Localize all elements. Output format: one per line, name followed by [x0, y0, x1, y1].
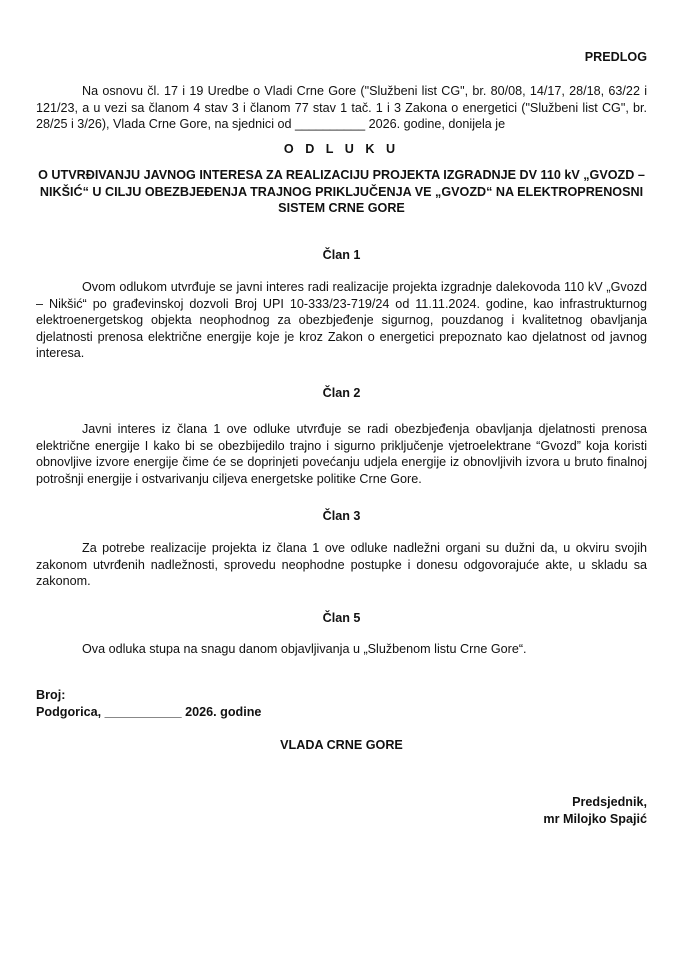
article-5-title: Član 5 — [322, 611, 361, 625]
place-date: Podgorica, ___________ 2026. godine — [36, 705, 262, 719]
decision-subject: O UTVRĐIVANJU JAVNOG INTERESA ZA REALIZACIJU PROJEKTA IZGRADNJE DV 110 kV „GVOZD – NIKŠIĆ“ U CILJU OBEZBJEĐENJA TRAJNOG PRIKLJUČENJA VE „GVOZD“ NA ELEKTROPRENOSNI SISTEM CRNE GORE — [38, 168, 645, 216]
article-3-title: Član 3 — [322, 509, 361, 523]
preamble: Na osnovu čl. 17 i 19 Uredbe o Vladi Crne Gore ("Službeni list CG", br. 80/08, 14/17, 28/18, 63/22 i 121/23, a u vezi sa članom 4 stav 3 i članom 77 stav 1 tač. 1 i 3 Zakona o energetici ("Službeni list CG", br. 28/25 i 3/26), Vlada Crne Gore, na sjednici od __________ 2026. godine, donijela je — [36, 84, 647, 132]
government-name: VLADA CRNE GORE — [280, 738, 403, 752]
signatory-role: Predsjednik, — [572, 795, 647, 809]
article-5-text: Ova odluka stupa na snagu danom objavljivanja u „Službenom listu Crne Gore“. — [82, 642, 527, 656]
signatory-name: mr Milojko Spajić — [543, 812, 647, 826]
article-1-text: Ovom odlukom utvrđuje se javni interes radi realizacije projekta izgradnje dalekovoda 110 kV „Gvozd – Nikšić“ po građevinskoj dozvoli Broj UPI 10-333/23-719/24 od 11.11.2024. godine, kao infrastrukturnog elektroenergetskog objekta neophodnog za obezbjeđenje sigurnog, pouzdanog i kvalitetnog obavljanja djelatnosti prenosa električne energije koje je kroz Zakon o energetici prepoznato kao djelatnost od javnog interesa. — [36, 280, 647, 361]
broj-label: Broj: — [36, 688, 66, 702]
article-3-text: Za potrebe realizacije projekta iz člana 1 ove odluke nadležni organi su dužni da, u okviru svojih zakonom utvrđenih nadležnosti, sprovedu neophodne postupke i donesu odgovorajuće akte, u skladu sa zakonom. — [36, 541, 647, 589]
document-label: PREDLOG — [584, 50, 647, 64]
article-2-title: Član 2 — [322, 386, 361, 400]
decision-heading: O D L U K U — [283, 142, 400, 156]
article-2-text: Javni interes iz člana 1 ove odluke utvrđuje se radi obezbjeđenja obavljanja djelatnosti prenosa električne energije I kako bi se obezbijedilo trajno i sigurno priključenje vjetroelektrane “Gvozd” koja koristi obnovljive izvore energije čime će se doprinjeti povećanju udjela energije iz obnovljivih izvora u bruto finalnoj potrošnji energije i ostvarivanju ciljeva energetske politike Crne Gore. — [36, 422, 647, 486]
article-1-title: Član 1 — [322, 248, 361, 262]
